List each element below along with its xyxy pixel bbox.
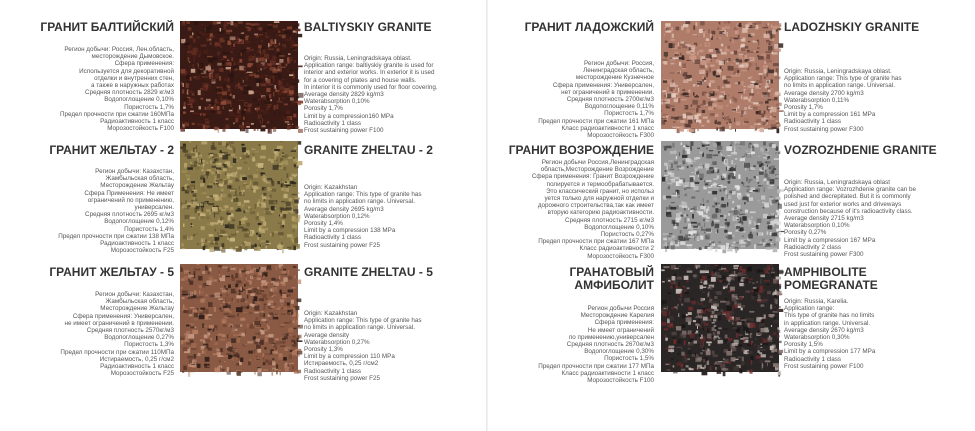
- ru-desc-line: Месторождение Жельтау: [100, 182, 174, 190]
- ru-title: [488, 266, 654, 292]
- ru-desc-line: Средняя плотность 2670кг/м3: [566, 341, 654, 349]
- ru-desc-line: Морозостойкость F300: [587, 132, 654, 140]
- en-desc-line: Radioactivity 1 class: [304, 367, 362, 375]
- ru-description: [488, 159, 654, 263]
- ru-desc-line: Радиоактивность 1 класс: [100, 240, 174, 248]
- en-desc-line: Application range: This type of granite has: [304, 191, 422, 199]
- granite-swatch: [661, 21, 779, 129]
- en-desc-line: Frost sustaining power F100: [784, 362, 864, 370]
- ru-desc-line: Регион добычи Россия: [587, 305, 654, 312]
- granite-texture: [661, 21, 779, 129]
- ru-desc-line: Морозостойкость F300: [587, 252, 654, 260]
- granite-swatch: [180, 21, 298, 129]
- en-desc-line: Истираемость, 0,25 г/см2: [304, 360, 379, 368]
- en-desc-line: Limit by a compression 138 MPa: [304, 227, 396, 235]
- en-desc-line: Porosity 1,4%: [304, 220, 343, 228]
- granite-texture: [180, 21, 298, 129]
- ru-desc-line: Жамбыльская область,: [105, 298, 174, 306]
- en-desc-line: no limits in application range. Universal.: [784, 82, 895, 90]
- ru-desc-line: Пористость 1,7%: [604, 110, 654, 118]
- en-desc-line: Average density 2829 kg/m3: [304, 91, 384, 99]
- ru-desc-line: Предел прочности при сжатии 138 МПа: [58, 232, 174, 240]
- ru-desc-line: Ленинградская область,: [583, 67, 654, 75]
- en-desc-line: Frost sustaining power F300: [784, 251, 864, 259]
- en-desc-line: Average density 2695 kg/m3: [304, 205, 384, 213]
- en-description: [784, 68, 970, 138]
- en-title-line: BALTIYSKIY GRANITE: [304, 20, 432, 34]
- en-desc-line: Limit by a compression160 MPa: [304, 112, 394, 120]
- granite-texture: [180, 264, 298, 372]
- ru-desc-line: Средняя плотность 2700кг/м3: [566, 96, 654, 104]
- en-desc-line: Radioactivity 1 class: [304, 234, 362, 242]
- granite-texture: [661, 141, 779, 249]
- en-title-line: VOZROZHDENIE GRANITE: [784, 143, 937, 157]
- ru-desc-line: Регион добычи: Россия, Лен.область,: [64, 46, 174, 53]
- granite-swatch: [661, 264, 779, 372]
- ru-desc-line: Предел прочности при сжатии 110МПа: [60, 348, 174, 356]
- ru-desc-line: нет ограничений в применении.: [561, 88, 654, 96]
- ru-title: ГРАНИТ ЖЕЛЬТАУ - 2: [49, 143, 174, 157]
- ru-title-line: ГРАНАТОВЫЙ: [569, 265, 654, 279]
- ru-desc-line: Средняя плотность 2715 кг/м3: [565, 216, 654, 224]
- en-desc-line: Application range: This type of granite has: [784, 75, 902, 83]
- ru-desc-line: уется только для наружной отделки и: [544, 195, 654, 203]
- ru-desc-line: Водопоглощение 0,27%: [104, 334, 174, 342]
- en-desc-line: Application range: baltiyskiy granite is used for: [304, 62, 434, 70]
- ru-desc-line: Класс радиоактивности 1 класс: [561, 124, 654, 132]
- ru-desc-line: Сфера применения:: [594, 319, 654, 327]
- en-desc-line: Limit by a compression 110 MPa: [304, 353, 395, 361]
- en-desc-line: Porosity 1,5%: [784, 341, 823, 349]
- ru-desc-line: Водопоглощение 0,10%: [104, 96, 174, 104]
- granite-swatch: [661, 141, 779, 249]
- ru-desc-line: Пористость 1,3%: [124, 341, 174, 349]
- entry-zheltau-2: [0, 141, 487, 261]
- en-desc-line: Average density 2715 kg/m3: [784, 215, 864, 223]
- ru-desc-line: Жамбыльская область,: [105, 175, 174, 183]
- ru-desc-line: Средняя плотность 2829 кг/м3: [85, 89, 174, 97]
- ru-desc-line: не имеет ограничений в применении.: [64, 319, 174, 327]
- en-desc-line: Radioactivity 1 class: [304, 119, 362, 127]
- en-desc-line: Application range: Vozrozhdenie granite can be: [784, 186, 916, 194]
- en-desc-line: Average density 2700 kg/m3: [784, 89, 864, 97]
- ru-desc-line: Используется для декоративной: [79, 67, 174, 75]
- ru-desc-line: месторождение Кузнечное: [575, 74, 654, 82]
- en-desc-line: Frost sustaining power F25: [304, 241, 380, 249]
- ru-description: [0, 46, 174, 131]
- ru-description: [488, 305, 654, 385]
- ru-desc-line: месторождение Дымовское.: [91, 53, 174, 61]
- ru-desc-line: Регион добычи: Казахстан,: [95, 291, 174, 298]
- en-description: [784, 298, 970, 388]
- en-desc-line: Limit by a compression 167 MPa: [784, 236, 876, 244]
- ru-desc-line: Сфера применения:: [114, 60, 174, 68]
- ru-desc-line: Предел прочности при сжатии 177 МПа: [538, 362, 654, 370]
- en-title: [304, 21, 484, 34]
- ru-desc-line: Регион добычи Россия,Ленинградская: [541, 159, 654, 166]
- en-desc-line: Origin: Russia, Karelia.: [784, 298, 849, 305]
- en-title-line: POMEGRANATE: [784, 278, 878, 292]
- ru-desc-line: отделки и внутренних стен,: [94, 74, 174, 82]
- en-desc-line: Radioactivity 1 class: [784, 118, 842, 126]
- en-desc-line: Frost sustaining power F100: [304, 127, 384, 135]
- ru-description: [0, 291, 174, 381]
- ru-desc-line: Месторождение Жельтау: [100, 305, 174, 313]
- ru-desc-line: Водопоглощение 0,30%: [584, 348, 654, 356]
- en-desc-line: Origin: Russia, Leningradskaya oblast.: [304, 55, 412, 62]
- left-page: [0, 0, 487, 431]
- entry-amphibolite: [488, 264, 975, 404]
- ru-desc-line: Средняя плотность 2695 кг/м3: [85, 211, 174, 219]
- en-desc-line: Porosity 1,3%: [304, 346, 343, 354]
- en-desc-line: no limits in application range. Universal.: [304, 198, 415, 206]
- ru-desc-line: Сфера применения: Универсален,: [552, 81, 654, 89]
- en-title: [304, 266, 484, 279]
- ru-desc-line: полируется и термообрабатывается.: [546, 180, 654, 188]
- ru-desc-line: Пористость 1,5%: [604, 355, 654, 363]
- en-desc-line: construction because of it's radioactivity class.: [784, 207, 913, 215]
- en-desc-line: Origin: Kazakhstan: [304, 184, 358, 191]
- ru-desc-line: Истираемость, 0,25 г/см2: [99, 355, 174, 363]
- ru-title: ГРАНИТ ЛАДОЖСКИЙ: [524, 20, 654, 34]
- granite-swatch: [180, 141, 298, 249]
- granite-texture: [180, 141, 298, 249]
- en-title-line: AMPHIBOLITE: [784, 265, 867, 279]
- ru-desc-line: Класс радиоактивности 1 класс: [561, 369, 654, 377]
- en-description: [784, 179, 970, 263]
- ru-desc-line: Водопоглощение 0,11%: [584, 103, 654, 111]
- en-title: [304, 144, 484, 157]
- ru-description: [0, 168, 174, 258]
- right-page: [488, 0, 975, 431]
- entry-baltiyskiy: [0, 0, 487, 135]
- ru-description: [488, 60, 654, 140]
- en-description: [304, 310, 484, 385]
- ru-desc-line: Пористость 0,27%: [600, 231, 654, 239]
- ru-desc-line: Регион добычи: Казахстан,: [95, 168, 174, 175]
- entry-ladozhskiy: [488, 0, 975, 140]
- en-title: [784, 144, 970, 157]
- ru-title: ГРАНИТ ЖЕЛЬТАУ - 5: [49, 265, 174, 279]
- granite-texture: [661, 264, 779, 372]
- ru-desc-line: универсален.: [134, 204, 174, 212]
- ru-desc-line: Морозостойкость F100: [107, 125, 174, 133]
- ru-desc-line: Месторождение Карелия: [580, 312, 654, 320]
- ru-desc-line: Пористость 1,4%: [124, 225, 174, 233]
- ru-desc-line: Не имеет ограничений: [587, 326, 654, 334]
- ru-desc-line: Радиоактивность 1 класс: [100, 363, 174, 371]
- ru-title: ГРАНИТ БАЛТИЙСКИЙ: [40, 20, 174, 34]
- en-desc-line: Average density: [304, 331, 350, 339]
- en-desc-line: Origin: Kazakhstan: [304, 310, 358, 317]
- ru-desc-line: Предел прочности при сжатии 161 МПа: [538, 117, 654, 125]
- en-desc-line: used just for exterior works and driveways: [784, 200, 902, 208]
- ru-desc-line: Морозостойкость F100: [587, 377, 654, 385]
- en-desc-line: Waterabsorption 0,30%: [784, 334, 850, 342]
- en-desc-line: This type of granite has no limits: [784, 312, 875, 320]
- en-description: [304, 184, 484, 254]
- en-desc-line: Waterabsorption 0,11%: [784, 96, 850, 104]
- ru-desc-line: вторую категорию радиоактивности.: [547, 209, 654, 217]
- en-desc-line: Porosity 0,27%: [784, 229, 827, 237]
- en-title-line: GRANITE ZHELTAU - 2: [304, 143, 433, 157]
- en-title: [784, 266, 970, 292]
- ru-title: ГРАНИТ ВОЗРОЖДЕНИЕ: [508, 143, 654, 157]
- ru-desc-line: Сфера применения: Универсален,: [72, 312, 174, 320]
- ru-desc-line: Класс радиоактивности 2: [579, 245, 654, 253]
- ru-desc-line: Регион добычи: Россия,: [584, 60, 654, 67]
- ru-title-line: АМФИБОЛИТ: [574, 278, 654, 292]
- en-desc-line: Waterabsorption 0,12%: [304, 212, 370, 220]
- ru-desc-line: дорожного строительства,так как имеет: [537, 202, 654, 210]
- en-title-line: GRANITE ZHELTAU - 5: [304, 265, 433, 279]
- ru-desc-line: Сфера Применения: Не имеет: [84, 189, 174, 197]
- en-desc-line: Frost sustaining power F300: [784, 125, 864, 133]
- en-desc-line: for a covering of plates and house walls.: [304, 76, 417, 84]
- ru-desc-line: Морозостойкость F25: [110, 247, 174, 255]
- en-desc-line: in application range. Universal.: [784, 319, 871, 327]
- en-desc-line: Limit by a compression 161 MPa: [784, 111, 876, 119]
- en-desc-line: no limits in application range. Universal.: [304, 324, 415, 332]
- ru-desc-line: по применению,универсален: [568, 333, 654, 341]
- ru-desc-line: Морозостойкость F25: [110, 370, 174, 378]
- en-desc-line: Porosity 1,7%: [304, 105, 343, 113]
- en-desc-line: Waterabsorption 0,10%: [784, 222, 850, 230]
- en-desc-line: Radioactivity 1 class: [784, 355, 842, 363]
- ru-desc-line: Это классический гранит, но использ: [546, 187, 654, 195]
- ru-desc-line: Предел прочности при сжатии 160МПа: [59, 110, 174, 118]
- en-desc-line: Origin: Russia, Leningradskaya oblast: [784, 179, 891, 186]
- ru-desc-line: Водопоглощение 0,10%: [584, 223, 654, 231]
- en-title: [784, 21, 970, 34]
- en-desc-line: Radioactivity 2 class: [784, 243, 842, 251]
- en-desc-line: Waterabsorption 0,27%: [304, 338, 370, 346]
- ru-desc-line: Радиоактивность 1 класс: [100, 118, 174, 126]
- en-desc-line: Frost sustaining power F25: [304, 374, 380, 382]
- en-desc-line: Porosity 1,7%: [784, 104, 823, 112]
- ru-desc-line: Пористость 1,7%: [124, 103, 174, 111]
- ru-desc-line: Средняя плотность 2570кг/м3: [86, 327, 174, 335]
- en-desc-line: Limit by a compression 177 MPa: [784, 348, 876, 356]
- en-title-line: LADOZHSKIY GRANITE: [784, 20, 920, 34]
- en-desc-line: Origin: Russia, Leningradskaya oblast.: [784, 68, 892, 75]
- en-desc-line: Application range:: [784, 305, 835, 313]
- ru-desc-line: Предел прочности при сжатии 167 МПа: [538, 238, 654, 246]
- ru-desc-line: Сфера применения: Гранит Возрождение: [531, 173, 654, 181]
- en-description: [304, 55, 484, 135]
- ru-desc-line: ограничений по применению,: [87, 196, 174, 204]
- en-desc-line: In interior it is commonly used for floor covering.: [304, 83, 438, 91]
- en-desc-line: polished and decrepitated. But it is commonly: [784, 193, 911, 201]
- en-desc-line: Application range: This type of granite has: [304, 317, 422, 325]
- en-desc-line: interior and exterior works. In exterior it is used: [304, 69, 435, 77]
- en-desc-line: Average density 2670 kg/m3: [784, 326, 864, 334]
- ru-desc-line: а также в наружных работах: [90, 82, 174, 90]
- ru-desc-line: Водопоглощение 0,12%: [104, 218, 174, 226]
- entry-zheltau-5: [0, 264, 487, 384]
- granite-swatch: [180, 264, 298, 372]
- entry-vozrozhdenie: [488, 141, 975, 261]
- en-desc-line: Waterabsorption 0,10%: [304, 98, 370, 106]
- ru-desc-line: область,Месторождение Возрождение: [540, 166, 654, 174]
